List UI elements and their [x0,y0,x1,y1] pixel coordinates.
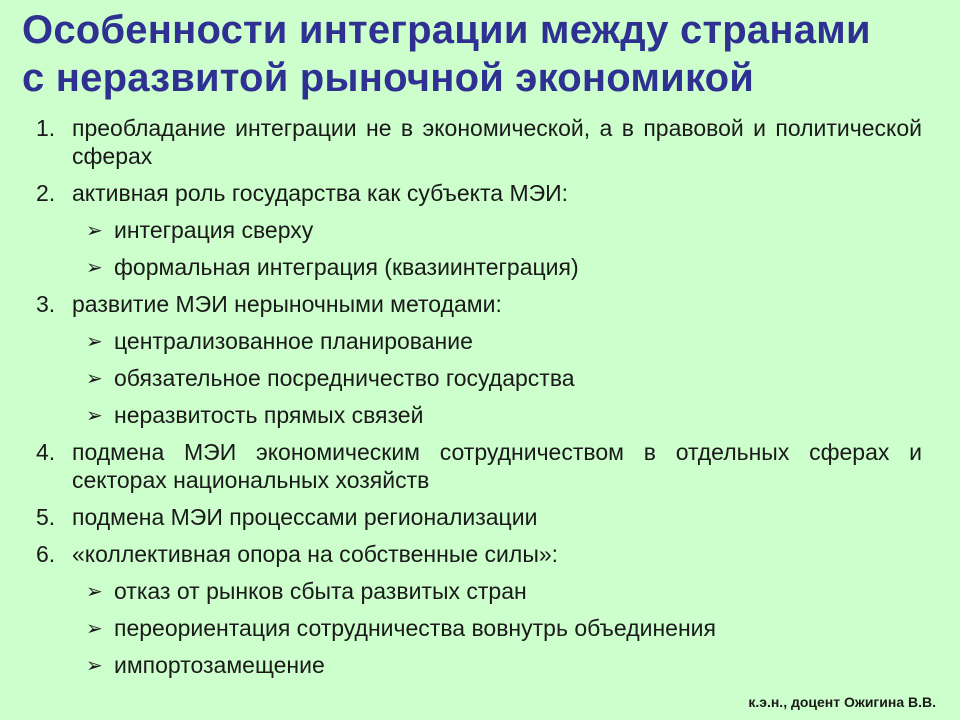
title-line-1: Особенности интеграции между странами [22,8,871,52]
item-text: «коллективная опора на собственные силы»: [72,541,559,567]
item-number: 2. [36,180,56,206]
arrowhead-bullet-icon: ➢ [86,653,103,677]
title-line-2 [22,54,942,102]
sub-item [86,651,922,679]
sub-item-text: формальная интеграция (квазиинтеграция) [114,254,579,280]
sub-item-text: импортозамещение [114,652,325,678]
author-footer: к.э.н., доцент Ожигина В.В. [748,694,936,710]
arrowhead-bullet-icon: ➢ [86,218,103,242]
sub-item-text: интеграция сверху [114,217,314,243]
sub-item-text: централизованное планирование [114,328,473,354]
sub-item [86,401,922,429]
list-item-1 [36,114,922,170]
slide-content [36,114,922,688]
item-number: 4. [36,439,56,465]
item-text: развитие МЭИ нерыночными методами: [72,291,502,317]
list-item-4 [36,438,922,494]
sub-item [86,216,922,244]
item-number: 6. [36,541,56,567]
arrowhead-bullet-icon: ➢ [86,255,103,279]
item-number: 1. [36,115,56,141]
title-line-2-text: с неразвитой рыночной экономикой [22,56,755,100]
item-text: преобладание интеграции не в экономической, а в правовой и политической сферах [72,115,922,169]
sub-item [86,253,922,281]
arrowhead-bullet-icon: ➢ [86,579,103,603]
item-number: 5. [36,504,56,530]
arrowhead-bullet-icon: ➢ [86,403,103,427]
list-item-6 [36,540,922,568]
arrowhead-bullet-icon: ➢ [86,366,103,390]
arrowhead-bullet-icon: ➢ [86,616,103,640]
sub-item [86,577,922,605]
arrowhead-bullet-icon: ➢ [86,329,103,353]
item-text: активная роль государства как субъекта МЭИ: [72,180,569,206]
sub-item [86,614,922,642]
slide-title [22,6,942,102]
item-text: подмена МЭИ экономическим сотрудничеством в отдельных сферах и секторах национальных хозяйств [72,439,922,493]
list-item-3 [36,290,922,318]
sub-item-text: переориентация сотрудничества вовнутрь объединения [114,615,716,641]
item-text: подмена МЭИ процессами регионализации [72,504,538,530]
sub-item-text: отказ от рынков сбыта развитых стран [114,578,527,604]
sub-item [86,364,922,392]
sub-item-text: неразвитость прямых связей [114,402,424,428]
list-item-2 [36,179,922,207]
sub-item-text: обязательное посредничество государства [114,365,575,391]
item-number: 3. [36,291,56,317]
list-item-5 [36,503,922,531]
sub-item [86,327,922,355]
